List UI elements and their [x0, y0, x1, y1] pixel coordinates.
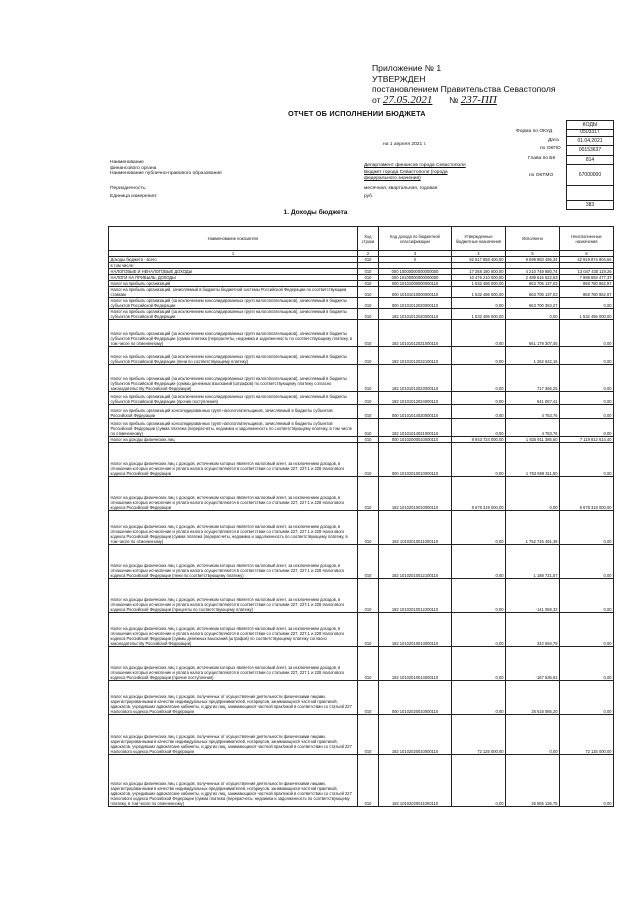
- table-cell-name: Налог на доходы физических лиц: [109, 437, 358, 443]
- table-cell-unexecuted: 0,00: [560, 755, 614, 807]
- table-cell-executed: 1 825 911 385,60: [506, 437, 560, 443]
- table-cell-approved: 10 476 210 000,00: [452, 275, 506, 281]
- table-cell-line: 010: [358, 287, 379, 298]
- table-cell-approved: 0,00: [452, 392, 506, 405]
- approval-number: 237-ПП: [460, 93, 497, 106]
- table-cell-name: Налог на прибыль организаций (за исключением консолидированных групп налогоплательщиков), зачисляемый в бюджеты субъектов Российской Федерации: [109, 309, 358, 320]
- fin-org-value: Департамент финансов города Севастополя: [364, 163, 466, 168]
- table-cell-name: Налог на доходы физических лиц с доходов, полученных от осуществления деятельности физическими лицами, зарегистрированными в качестве индивидуальных предпринимателей, нотариусов, занимающихся частной практикой, адвокатов, учредивших адвокатские кабинеты, и других лиц, занимающихся частной практикой в соответствии со статьей 227 Налогового кодекса Российской Федерации: [109, 715, 358, 755]
- table-cell-unexecuted: 8 678 319 000,00: [560, 477, 614, 511]
- table-row: [109, 309, 614, 320]
- table-row: [109, 755, 614, 807]
- table-cell-line: 010: [358, 477, 379, 511]
- table-cell-executed: 663 700 363,27: [506, 298, 560, 309]
- col-number: 2: [358, 251, 379, 257]
- table-cell-unexecuted: 0,00: [560, 647, 614, 681]
- label-ppo: Наименование публично-правового образования: [110, 171, 222, 176]
- table-cell-line: 010: [358, 298, 379, 309]
- table-cell-line: 010: [358, 392, 379, 405]
- label-bk: Глава по БК: [528, 156, 556, 161]
- table-cell-name: Налог на прибыль организаций консолидированных групп налогоплательщиков, зачисляемый в бюджеты субъектов Российской Федерации (сумма платежа (перерасчеты, недоимка и задолженность по соответствующему платежу, в том числе по отмененному): [109, 419, 358, 437]
- table-cell-approved: 0,00: [452, 347, 506, 365]
- table-cell-code: 000 10102000010000110: [379, 437, 452, 443]
- table-cell-code: 000 10101014020000110: [379, 405, 452, 419]
- income-table: [108, 226, 614, 807]
- table-cell-line: 010: [358, 275, 379, 281]
- label-periodicity: Периодичность:: [110, 186, 147, 191]
- col-header-line: Код строки: [358, 227, 379, 251]
- table-row: [109, 443, 614, 477]
- ppo-value: Бюджет города Севастополя (города федерального значения): [364, 170, 448, 181]
- table-cell-name: Налог на прибыль организаций консолидированных групп налогоплательщиков, зачисляемый в бюджеты субъектов Российской Федерации: [109, 405, 358, 419]
- table-cell-code: 000 10101010000000110: [379, 287, 452, 298]
- table-cell-line: 010: [358, 365, 379, 392]
- table-cell-executed: 1 753 869 311,80: [506, 443, 560, 477]
- unit-value: руб.: [364, 194, 374, 199]
- table-cell-unexecuted: 0,00: [560, 419, 614, 437]
- table-cell-unexecuted: 868 780 862,97: [560, 287, 614, 298]
- table-cell-name: Налог на доходы физических лиц с доходов, источником которых является налоговый агент, за исключением доходов, в отношении которых исчисление и уплата налога осуществляются в соответствии со статьями 227, 227.1 и 228 Налогового кодекса Российской Федерации (пени по соответствующему платежу): [109, 545, 358, 579]
- label-okud: Форма по ОКУД: [516, 129, 553, 134]
- section-title: 1. Доходы бюджета: [283, 209, 348, 216]
- table-cell-unexecuted: 0,00: [560, 392, 614, 405]
- approval-approved: УТВЕРЖДЕН: [372, 73, 426, 84]
- label-fin-org: Наименование финансового органа: [110, 160, 157, 171]
- table-cell-name: Доходы бюджета - всего: [109, 257, 358, 263]
- col-header-code: Код дохода по бюджетной классификации: [379, 227, 452, 251]
- table-cell-unexecuted: 72 125 000,00: [560, 715, 614, 755]
- col-number: 5: [506, 251, 560, 257]
- table-row: [109, 681, 614, 715]
- table-cell-line: 010: [358, 437, 379, 443]
- table-cell-line: 010: [358, 281, 379, 287]
- table-cell-line: 010: [358, 269, 379, 275]
- approval-date-line: [372, 95, 556, 106]
- table-cell-unexecuted: 0,00: [560, 681, 614, 715]
- col-number: 6: [560, 251, 614, 257]
- col-header-name: Наименование показателя: [109, 227, 358, 251]
- table-cell-unexecuted: 0,00: [560, 365, 614, 392]
- table-cell-name: Налог на доходы физических лиц с доходов, источником которых является налоговый агент, за исключением доходов, в отношении которых исчисление и уплата налога осуществляются в соответствии со статьями 227, 227.1 и 228 Налогового кодекса Российской Федерации (сумма платежа (перерасчеты, недоимка и задолженность по соответствующему платежу, в том числе по отмененному): [109, 511, 358, 545]
- label-unit: Единица измерения:: [110, 194, 158, 199]
- table-cell-approved: 8 943 724 000,00: [452, 437, 506, 443]
- table-cell-approved: 0,00: [452, 419, 506, 437]
- label-okpo: по ОКПО: [540, 146, 561, 151]
- table-cell-line: 010: [358, 405, 379, 419]
- table-cell-name: Налог на прибыль организаций (за исключением консолидированных групп налогоплательщиков), зачисляемый в бюджеты субъектов Российской Федерации (сумма платежа (перерасчеты, недоимка и задолженность по соответствующему платежу, в том числе по отмененному): [109, 320, 358, 347]
- table-cell-name: Налог на доходы физических лиц с доходов, источником которых является налоговый агент, за исключением доходов, в отношении которых исчисление и уплата налога осуществляются в соответствии со статьями 227, 227.1 и 228 Налогового кодекса Российской Федерации (проценты по соответствующему платежу): [109, 579, 358, 613]
- code-date: 01.04.2021: [567, 137, 613, 146]
- table-cell-unexecuted: 0,00: [560, 511, 614, 545]
- table-cell-unexecuted: 7 119 812 614,40: [560, 437, 614, 443]
- table-cell-code: X: [379, 257, 452, 263]
- table-cell-unexecuted: 0,00: [560, 579, 614, 613]
- table-cell-unexecuted: 42 919 874 904,66: [560, 257, 614, 263]
- table-cell-code: 182 10102010014000110: [379, 647, 452, 681]
- table-cell-approved: 17 258 180 600,00: [452, 269, 506, 275]
- table-cell-executed: 25 618 085,20: [506, 681, 560, 715]
- table-cell-name: Налог на прибыль организаций (за исключением консолидированных групп налогоплательщиков), зачисляемый в бюджеты субъектов Российской Федерации (пени по соответствующему платежу): [109, 347, 358, 365]
- approval-authority: постановлением Правительства Севастополя: [372, 84, 556, 95]
- table-cell-code: 000 10000000000000000: [379, 269, 452, 275]
- table-cell-line: 010: [358, 511, 379, 545]
- table-cell-code: 000 10101000000000110: [379, 281, 452, 287]
- table-cell-approved: 0,00: [452, 511, 506, 545]
- table-cell-unexecuted: 0,00: [560, 443, 614, 477]
- table-cell-executed: 4 210 749 880,74: [506, 269, 560, 275]
- table-cell-approved: 0,00: [452, 320, 506, 347]
- table-cell-unexecuted: 0,00: [560, 347, 614, 365]
- table-cell-unexecuted: 0,00: [560, 545, 614, 579]
- table-row: [109, 419, 614, 437]
- table-cell-name: Налог на доходы физических лиц с доходов, источником которых является налоговый агент, за исключением доходов, в отношении которых исчисление и уплата налога осуществляются в соответствии со статьями 227, 227.1 и 228 Налогового кодекса Российской Федерации (прочие поступления): [109, 647, 358, 681]
- table-cell-name: Налог на прибыль организаций (за исключением консолидированных групп налогоплательщиков), зачисляемый в бюджеты субъектов Российской Федерации: [109, 298, 358, 309]
- approval-number-label: №: [449, 94, 459, 105]
- table-cell-line: 010: [358, 579, 379, 613]
- table-cell-code: 182 10101012020000110: [379, 309, 452, 320]
- table-cell-name: Налог на доходы физических лиц с доходов, источником которых является налоговый агент, за исключением доходов, в отношении которых исчисление и уплата налога осуществляются в соответствии со статьями 227, 227.1 и 228 Налогового кодекса Российской Федерации: [109, 443, 358, 477]
- table-cell-approved: 0,00: [452, 545, 506, 579]
- table-cell-code: 182 10101012023000110: [379, 365, 452, 392]
- table-cell-approved: 0,00: [452, 755, 506, 807]
- table-cell-executed: 25 555 136,75: [506, 755, 560, 807]
- table-row: [109, 298, 614, 309]
- codes-box: [566, 128, 614, 210]
- table-cell-line: 010: [358, 320, 379, 347]
- table-cell-approved: 0,00: [452, 405, 506, 419]
- table-row: [109, 392, 614, 405]
- table-cell-executed: 0,00: [506, 477, 560, 511]
- table-cell-line: 010: [358, 613, 379, 647]
- table-row: [109, 545, 614, 579]
- table-cell-unexecuted: 7 986 593 477,37: [560, 275, 614, 281]
- table-cell-executed: 2 489 616 522,63: [506, 275, 560, 281]
- table-cell-line: 010: [358, 755, 379, 807]
- table-cell-name: Налог на прибыль организаций (за исключением консолидированных групп налогоплательщиков), зачисляемый в бюджеты субъектов Российской Федерации (суммы денежных взысканий (штрафов) по соответствующему платежу согласно законодательству Российской Федерации): [109, 365, 358, 392]
- col-number: 4: [452, 251, 506, 257]
- table-cell-executed: 342 694,78: [506, 613, 560, 647]
- table-cell-code: 182 10102010013000110: [379, 613, 452, 647]
- table-row: [109, 579, 614, 613]
- table-cell-executed: 4 753,76: [506, 405, 560, 419]
- table-cell-executed: 663 705 137,03: [506, 281, 560, 287]
- table-cell-approved: 72 125 000,00: [452, 715, 506, 755]
- table-cell-code: 182 10101012021000110: [379, 320, 452, 347]
- table-cell-line: 010: [358, 347, 379, 365]
- col-number: 3: [379, 251, 452, 257]
- table-cell-name: НАЛОГИ НА ПРИБЫЛЬ, ДОХОДЫ: [109, 275, 358, 281]
- table-cell-executed: 1 262 622,16: [506, 347, 560, 365]
- col-number: 1: [109, 251, 358, 257]
- table-cell-unexecuted: 0,00: [560, 320, 614, 347]
- table-header-row: [109, 227, 614, 251]
- table-cell-approved: 0,00: [452, 443, 506, 477]
- table-cell-unexecuted: 868 780 862,97: [560, 281, 614, 287]
- codes-header: КОДЫ: [566, 120, 614, 130]
- table-cell-code: 182 10102020011000110: [379, 755, 452, 807]
- table-row: [109, 287, 614, 298]
- table-cell-approved: 1 532 486 000,00: [452, 281, 506, 287]
- table-row: [109, 647, 614, 681]
- code-okud: 0503317: [567, 128, 613, 137]
- table-cell-executed: 541 067,41: [506, 392, 560, 405]
- table-cell-approved: 1 532 486 000,00: [452, 287, 506, 298]
- table-cell-name: Налог на прибыль организаций: [109, 281, 358, 287]
- table-cell-unexecuted: 0,00: [560, 298, 614, 309]
- table-cell-approved: 1 532 486 000,00: [452, 309, 506, 320]
- code-bk: 814: [567, 156, 613, 165]
- table-cell-name: Налог на доходы физических лиц с доходов, полученных от осуществления деятельности физическими лицами, зарегистрированными в качестве индивидуальных предпринимателей, нотариусов, занимающихся частной практикой, адвокатов, учредивших адвокатские кабинеты, и других лиц, занимающихся частной практикой в соответствии со статьей 227 Налогового кодекса Российской Федерации (сумма платежа (перерасчеты, недоимка и задолженность по соответствующему платежу, в том числе по отмененному): [109, 755, 358, 807]
- table-cell-unexecuted: 13 047 430 119,26: [560, 269, 614, 275]
- periodicity-value: месячная, квартальная, годовая: [364, 186, 438, 191]
- table-cell-unexecuted: 1 532 486 000,00: [560, 309, 614, 320]
- table-row: [109, 511, 614, 545]
- table-cell-code: 000 10101012020000110: [379, 298, 452, 309]
- table-cell-code: 182 10101014021000110: [379, 419, 452, 437]
- table-cell-executed: 1 188 721,57: [506, 545, 560, 579]
- approval-date: 27.05.2021: [382, 93, 433, 106]
- table-cell-name: Налог на прибыль организаций, зачисляемый в бюджеты бюджетной системы Российской Федерации по соответствующим ставкам: [109, 287, 358, 298]
- table-cell-unexecuted: 0,00: [560, 405, 614, 419]
- table-cell-code: 182 10102020010000110: [379, 715, 452, 755]
- table-cell-approved: 0,00: [452, 365, 506, 392]
- table-cell-executed: 9 598 983 495,34: [506, 257, 560, 263]
- report-as-of: на 1 апреля 2021 г.: [383, 142, 427, 147]
- table-cell-executed: 1 752 745 491,39: [506, 511, 560, 545]
- table-cell-name: Налог на прибыль организаций (за исключением консолидированных групп налогоплательщиков), зачисляемый в бюджеты субъектов Российской Федерации (прочие поступления): [109, 392, 358, 405]
- table-cell-executed: 0,00: [506, 309, 560, 320]
- col-header-executed: Исполнено: [506, 227, 560, 251]
- report-title: ОТЧЕТ ОБ ИСПОЛНЕНИИ БЮДЖЕТА: [288, 109, 426, 118]
- table-cell-code: 182 10102010011000110: [379, 511, 452, 545]
- table-cell-executed: -141 059,32: [506, 579, 560, 613]
- table-cell-name: Налог на доходы физических лиц с доходов, полученных от осуществления деятельности физическими лицами, зарегистрированными в качестве индивидуальных предпринимателей, нотариусов, занимающихся частной практикой, адвокатов, учредивших адвокатские кабинеты, и других лиц, занимающихся частной практикой в соответствии со статьей 227 Налогового кодекса Российской Федерации: [109, 681, 358, 715]
- code-okpo: 00153637: [567, 146, 613, 155]
- label-date: Дата: [548, 138, 559, 143]
- table-cell-code: 182 10101012024000110: [379, 392, 452, 405]
- approval-from-label: от: [372, 94, 381, 105]
- table-cell-approved: 0,00: [452, 681, 506, 715]
- table-cell-executed: 717 366,25: [506, 365, 560, 392]
- table-row: [109, 405, 614, 419]
- table-cell-name: НАЛОГОВЫЕ И НЕНАЛОГОВЫЕ ДОХОДЫ: [109, 269, 358, 275]
- table-cell-code: 182 10102010012200110: [379, 579, 452, 613]
- table-cell-line: 010: [358, 419, 379, 437]
- table-cell-code: 000 10102020010000110: [379, 681, 452, 715]
- approval-block: [372, 63, 556, 105]
- table-cell-line: 010: [358, 681, 379, 715]
- code-okei: 383: [585, 201, 595, 208]
- table-cell-approved: 8 678 319 000,00: [452, 477, 506, 511]
- table-cell-name: Налог на доходы физических лиц с доходов, источником которых является налоговый агент, за исключением доходов, в отношении которых исчисление и уплата налога осуществляются в соответствии со статьями 227, 227.1 и 228 Налогового кодекса Российской Федерации (суммы денежных взысканий (штрафов) по соответствующему платежу согласно законодательству Российской Федерации): [109, 613, 358, 647]
- table-row: [109, 347, 614, 365]
- table-row: [109, 477, 614, 511]
- code-oktmo: 67000000: [567, 165, 613, 186]
- table-cell-code: 182 10102010012100110: [379, 545, 452, 579]
- table-cell-name: Налог на доходы физических лиц с доходов, источником которых является налоговый агент, за исключением доходов, в отношении которых исчисление и уплата налога осуществляются в соответствии со статьями 227, 227.1 и 228 Налогового кодекса Российской Федерации: [109, 477, 358, 511]
- label-oktmo: по ОКТМО: [529, 173, 554, 178]
- table-row: [109, 715, 614, 755]
- table-cell-approved: 0,00: [452, 579, 506, 613]
- table-cell-unexecuted: 0,00: [560, 613, 614, 647]
- col-header-unexecuted: Неисполненные назначения: [560, 227, 614, 251]
- table-cell-line: 010: [358, 309, 379, 320]
- table-cell-approved: 0,00: [452, 647, 506, 681]
- table-cell-line: 010: [358, 545, 379, 579]
- table-cell-executed: 4 753,76: [506, 419, 560, 437]
- table-cell-line: 010: [358, 443, 379, 477]
- table-row: [109, 613, 614, 647]
- code-empty: [567, 186, 613, 201]
- table-cell-approved: 0,00: [452, 298, 506, 309]
- table-cell-approved: 0,00: [452, 613, 506, 647]
- table-cell-executed: -167 536,62: [506, 647, 560, 681]
- table-cell-line: 010: [358, 257, 379, 263]
- table-cell-line: 010: [358, 715, 379, 755]
- table-cell-executed: 661 179 307,45: [506, 320, 560, 347]
- table-cell-executed: 663 705 137,03: [506, 287, 560, 298]
- table-cell-line: 010: [358, 647, 379, 681]
- table-cell-code: 182 10101012022100110: [379, 347, 452, 365]
- table-cell-code: 000 10102010010000110: [379, 443, 452, 477]
- approval-appendix: Приложение № 1: [372, 63, 442, 73]
- table-cell-code: 000 10100000000000000: [379, 275, 452, 281]
- table-cell-code: 182 10102010010000110: [379, 477, 452, 511]
- table-cell-executed: 0,00: [506, 715, 560, 755]
- col-header-approved: Утвержденные бюджетные назначения: [452, 227, 506, 251]
- table-cell-name: в том числе:: [109, 263, 358, 269]
- table-row: [109, 365, 614, 392]
- table-row: [109, 320, 614, 347]
- table-cell-approved: 52 517 858 400,00: [452, 257, 506, 263]
